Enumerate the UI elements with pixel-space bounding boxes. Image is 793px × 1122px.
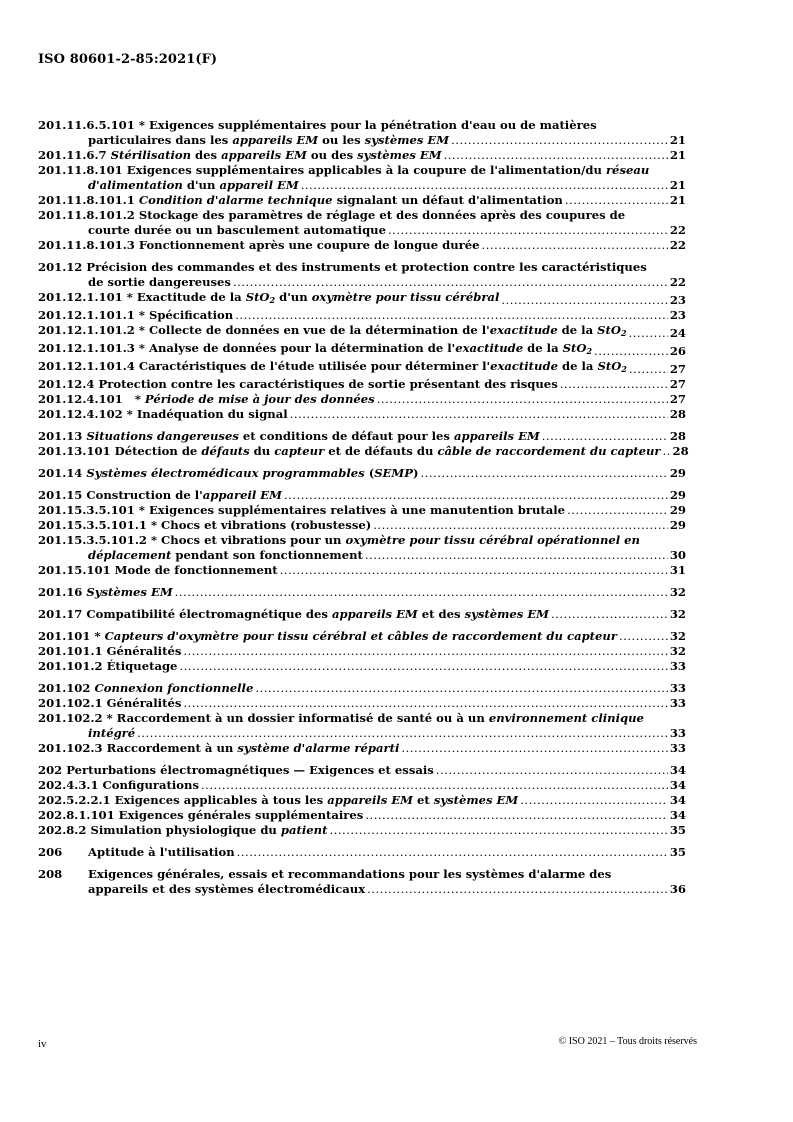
toc-page-number: 21	[669, 148, 686, 162]
toc-page-number: 33	[669, 681, 686, 695]
toc-entry[interactable]: 201.102 Connexion fonctionnelle ..... 33	[38, 681, 686, 696]
leader-dots	[301, 178, 668, 193]
leader-dots	[629, 362, 668, 377]
toc-entry[interactable]: 201.17 Compatibilité électromagnétique des appareils EM et des systèmes EM ..... 32	[38, 607, 686, 622]
toc-entry[interactable]: 201.11.8.101.2 Stockage des paramètres de réglage et des données après des coupures de courte durée ou un basculement automatique ..... 22	[38, 208, 686, 238]
toc-page-number: 28	[669, 407, 686, 421]
leader-dots	[137, 726, 668, 741]
leader-dots	[280, 563, 668, 578]
toc-entry[interactable]: 201.14 Systèmes électromédicaux programmables (SEMP) ..... 29	[38, 466, 686, 481]
toc-entry[interactable]: 201.12.1.101.1 * Spécification ..... 23	[38, 308, 686, 323]
leader-dots	[565, 193, 668, 208]
toc-page-number: 32	[669, 585, 686, 599]
toc-page-number: 26	[669, 344, 686, 358]
toc-entry[interactable]: 201.12.4.102 * Inadéquation du signal ..... 28	[38, 407, 686, 422]
toc-entry-text: 201.11.6.5.101 * Exigences supplémentaires pour la pénétration d'eau ou de matières	[38, 118, 597, 132]
toc-page-number: 34	[669, 778, 686, 792]
leader-dots	[237, 845, 668, 860]
toc-entry[interactable]: 201.13 Situations dangereuses et conditions de défaut pour les appareils EM ..... 28	[38, 429, 686, 444]
toc-page-number: 34	[669, 763, 686, 777]
toc-entry[interactable]: 201.12.4.101 * Période de mise à jour des données ..... 27	[38, 392, 686, 407]
leader-dots	[629, 326, 668, 341]
leader-dots	[183, 644, 668, 659]
toc-page-number: 32	[669, 644, 686, 658]
toc-page-number: 35	[669, 823, 686, 837]
toc-page-number: 27	[669, 377, 686, 391]
leader-dots	[451, 133, 668, 148]
leader-dots	[420, 466, 667, 481]
toc-page-number: 22	[669, 275, 686, 289]
toc-page-number: 23	[669, 308, 686, 322]
leader-dots	[290, 407, 668, 422]
toc-entry[interactable]: 201.15.101 Mode de fonctionnement ..... 31	[38, 563, 686, 578]
toc-page-number: 21	[669, 193, 686, 207]
toc-entry[interactable]: 208 Exigences générales, essais et recommandations pour les systèmes d'alarme des appareils et des systèmes électromédicaux ..... 36	[38, 867, 686, 897]
leader-dots	[373, 518, 668, 533]
leader-dots	[284, 488, 668, 503]
toc-page-number: 22	[669, 223, 686, 237]
toc-entry[interactable]: 201.102.3 Raccordement à un système d'alarme réparti ..... 33	[38, 741, 686, 756]
toc-page-number: 31	[669, 563, 686, 577]
toc-entry[interactable]: 202.5.2.2.1 Exigences applicables à tous les appareils EM et systèmes EM ..... 34	[38, 793, 686, 808]
leader-dots	[201, 778, 668, 793]
toc-page-number: 36	[669, 882, 686, 896]
leader-dots	[235, 308, 668, 323]
leader-dots	[436, 763, 668, 778]
toc-entry[interactable]: 201.15.3.5.101.1 * Chocs et vibrations (robustesse) ..... 29	[38, 518, 686, 533]
toc-entry[interactable]: 201.15.3.5.101 * Exigences supplémentaires relatives à une manutention brutale ..... 29	[38, 503, 686, 518]
toc-page-number: 21	[669, 178, 686, 192]
toc-page-number: 29	[669, 488, 686, 502]
toc-page-number: 27	[669, 362, 686, 376]
leader-dots	[179, 659, 667, 674]
leader-dots	[551, 607, 668, 622]
toc-entry[interactable]: 201.12 Précision des commandes et des instruments et protection contre les caractéristiques de sortie dangereuses ..... 22	[38, 260, 686, 290]
toc-entry[interactable]: 201.101 * Capteurs d'oxymètre pour tissu cérébral et câbles de raccordement du capteur ..... 32	[38, 629, 686, 644]
leader-dots	[329, 823, 667, 838]
leader-dots	[365, 808, 668, 823]
toc-entry[interactable]: 201.13.101 Détection de défauts du capteur et de défauts du câble de raccordement du capteur ..... 28	[38, 444, 686, 459]
leader-dots	[444, 148, 668, 163]
toc-page-number: 33	[669, 659, 686, 673]
toc-entry[interactable]: 201.16 Systèmes EM ..... 32	[38, 585, 686, 600]
leader-dots	[183, 696, 668, 711]
toc-page-number: 29	[669, 466, 686, 480]
toc-entry[interactable]: 206 Aptitude à l'utilisation ..... 35	[38, 845, 686, 860]
toc-page-number: 33	[669, 726, 686, 740]
toc-entry[interactable]: 201.15.3.5.101.2 * Chocs et vibrations pour un oxymètre pour tissu cérébral opérationnel en déplacement pendant son fonctionnement ..... 30	[38, 533, 686, 563]
leader-dots	[377, 392, 668, 407]
toc-entry[interactable]: 201.12.1.101 * Exactitude de la StO$_2$ d'un oxymètre pour tissu cérébral ..... 23	[38, 290, 686, 308]
leader-dots	[233, 275, 668, 290]
toc-page-number: 27	[669, 392, 686, 406]
leader-dots	[501, 293, 668, 308]
toc-page-number: 28	[672, 444, 689, 458]
toc-entry[interactable]: 201.11.8.101.3 Fonctionnement après une coupure de longue durée ..... 22	[38, 238, 686, 253]
document-header: ISO 80601-2-85:2021(F)	[38, 52, 218, 67]
toc-page-number: 33	[669, 741, 686, 755]
toc-entry[interactable]: 201.12.1.101.4 Caractéristiques de l'étude utilisée pour déterminer l'exactitude de la StO$_2$ ..... 27	[38, 359, 686, 377]
leader-dots	[560, 377, 668, 392]
toc-entry[interactable]: 201.101.1 Généralités ..... 32	[38, 644, 686, 659]
leader-dots	[401, 741, 667, 756]
footer-copyright: © ISO 2021 – Tous droits réservés	[558, 1036, 697, 1047]
toc-page-number: 24	[669, 326, 686, 340]
toc-page-number: 22	[669, 238, 686, 252]
toc-entry[interactable]: 201.101.2 Étiquetage ..... 33	[38, 659, 686, 674]
toc-entry[interactable]: 201.102.1 Généralités ..... 33	[38, 696, 686, 711]
toc-entry[interactable]: 201.15 Construction de l'appareil EM ..... 29	[38, 488, 686, 503]
toc-page-number: 32	[669, 629, 686, 643]
toc-page-number: 21	[669, 133, 686, 147]
toc-entry[interactable]: 201.11.6.5.101 * Exigences supplémentaires pour la pénétration d'eau ou de matières particulaires dans les appareils EM ou les systèmes EM ..... 21	[38, 118, 686, 148]
toc-page-number: 29	[669, 503, 686, 517]
toc-entry[interactable]: 201.11.8.101 Exigences supplémentaires applicables à la coupure de l'alimentation/du réseau d'alimentation d'un appareil EM ..... 21	[38, 163, 686, 193]
leader-dots	[175, 585, 668, 600]
toc-page-number: 35	[669, 845, 686, 859]
leader-dots	[388, 223, 668, 238]
leader-dots	[255, 681, 668, 696]
toc-page-number: 23	[669, 293, 686, 307]
toc-page-number: 29	[669, 518, 686, 532]
toc-page-number: 34	[669, 808, 686, 822]
toc-entry[interactable]: 201.102.2 * Raccordement à un dossier informatisé de santé ou à un environnement clinique intégré ..... 33	[38, 711, 686, 741]
toc-page-number: 32	[669, 607, 686, 621]
leader-dots	[619, 629, 668, 644]
leader-dots	[594, 344, 668, 359]
toc-page-number: 30	[669, 548, 686, 562]
leader-dots	[365, 548, 668, 563]
leader-dots	[520, 793, 668, 808]
leader-dots	[482, 238, 668, 253]
toc-entry[interactable]: 201.12.1.101.2 * Collecte de données en vue de la détermination de l'exactitude de la StO$_2$ ..... 24	[38, 323, 686, 341]
toc-entry[interactable]: 202.8.1.101 Exigences générales supplémentaires ..... 34	[38, 808, 686, 823]
toc-page-number: 33	[669, 696, 686, 710]
toc-entry[interactable]: 202.4.3.1 Configurations ..... 34	[38, 778, 686, 793]
leader-dots	[567, 503, 668, 518]
toc-entry[interactable]: 202 Perturbations électromagnétiques — Exigences et essais ..... 34	[38, 763, 686, 778]
leader-dots	[663, 444, 671, 459]
toc-entry[interactable]: 202.8.2 Simulation physiologique du patient ..... 35	[38, 823, 686, 838]
toc-page-number: 34	[669, 793, 686, 807]
leader-dots	[542, 429, 668, 444]
toc-page-number: 28	[669, 429, 686, 443]
leader-dots	[367, 882, 668, 897]
toc-entry[interactable]: 201.12.1.101.3 * Analyse de données pour la détermination de l'exactitude de la StO$_2$ ..... 26	[38, 341, 686, 359]
table-of-contents	[38, 118, 689, 897]
toc-entry[interactable]: 201.11.6.7 Stérilisation des appareils EM ou des systèmes EM ..... 21	[38, 148, 686, 163]
toc-entry[interactable]: 201.11.8.101.1 Condition d'alarme technique signalant un défaut d'alimentation ..... 21	[38, 193, 686, 208]
footer-page-number: iv	[38, 1038, 47, 1050]
toc-entry[interactable]: 201.12.4 Protection contre les caractéristiques de sortie présentant des risques ..... 27	[38, 377, 686, 392]
